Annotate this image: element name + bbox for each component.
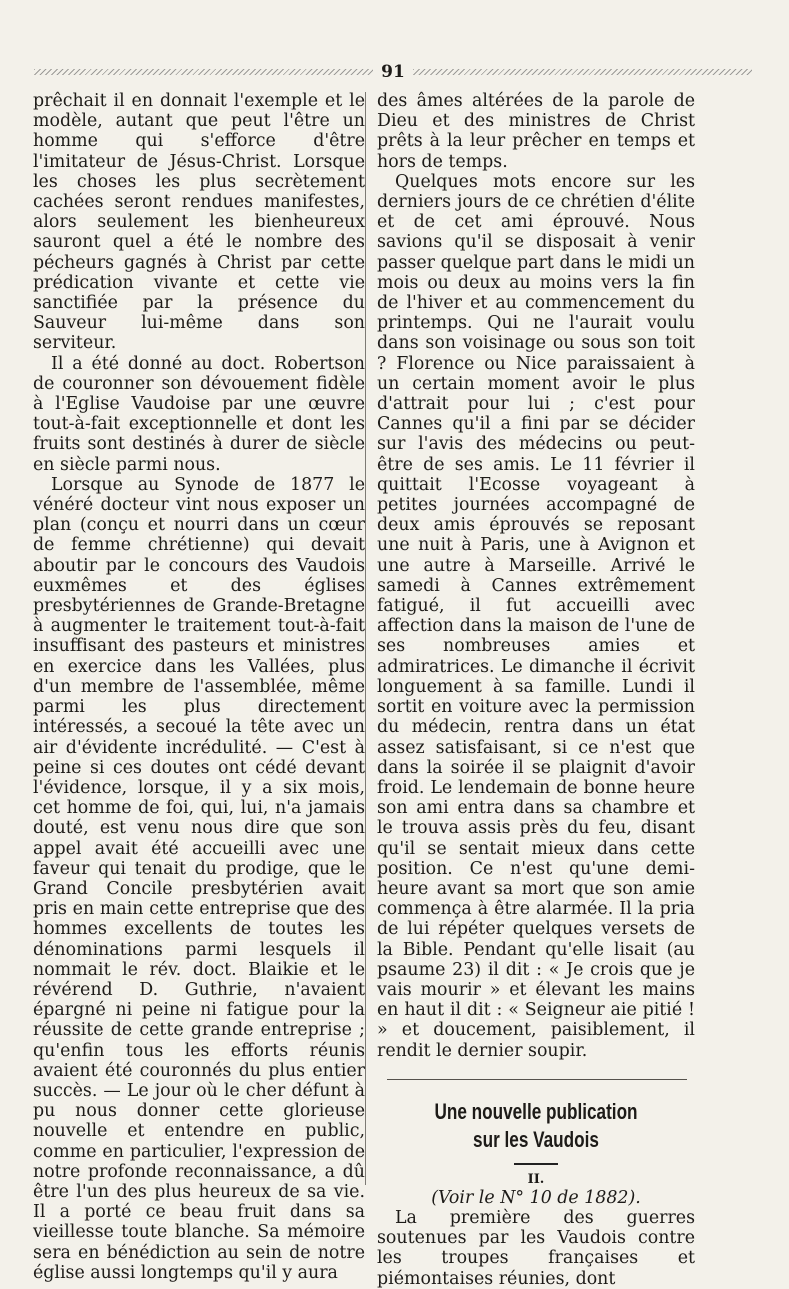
paragraph: Il a été donné au doct. Robertson de couronner son dévouement fidèle à l'Eglise Vaudoise par une œuvre tout-à-fait exceptionnelle et dont les fruits sont destinés à durer de siècle en siècle parmi nous. xyxy=(33,353,365,475)
section-title-line-1: Une nouvelle publication xyxy=(434,1098,638,1124)
header-ornament-left xyxy=(34,69,373,75)
page-header xyxy=(34,58,752,86)
paragraph: La première des guerres soutenues par les Vaudois contre les troupes françaises et piémontaises réunies, dont xyxy=(377,1207,695,1289)
section-title-line-2: sur les Vaudois xyxy=(473,1126,599,1152)
paragraph: Quelques mots encore sur les derniers jours de ce chrétien d'élite et de cet ami éprouvé. Nous savions qu'il se disposait à venir passer quelque part dans le midi un mois ou deux au moins vers la fin de l'hiver et au commencement du printemps. Qui ne l'aurait voulu dans son voisinage ou sous son toit ? Florence ou Nice paraissaient à un certain moment avoir le plus d'attrait pour lui ; c'est pour Cannes qu'il a fini par se décider sur l'avis des médecins ou peut-être de ses amis. Le 11 février il quittait l'Ecosse voyageant à petites journées accompagné de deux amis éprouvés se reposant une nuit à Paris, une à Avignon et une autre à Marseille. Arrivé le samedi à Cannes extrêmement fatigué, il fut accueilli avec affection dans la maison de l'une de ses nombreuses amies et admiratrices. Le dimanche il écrivit longuement à sa famille. Lundi il sortit en voiture avec la permission du médecin, rentra dans un état assez satisfaisant, si ce n'est que dans la soirée il se plaignit d'avoir froid. Le lendemain de bonne heure son ami entra dans sa chambre et le trouva assis près du feu, disant qu'il se sentait mieux dans cette position. Ce n'est qu'une demi-heure avant sa mort que son amie commença à être alarmée. Il la pria de lui répéter quelques versets de la Bible. Pendant qu'elle lisait (au psaume 23) il dit : « Je crois que je vais mourir » et élevant les mains en haut il dit : « Seigneur aie pitié ! » et doucement, paisiblement, il rendit le dernier soupir. xyxy=(377,171,695,1061)
header-ornament-right xyxy=(413,69,752,75)
reference-note: (Voir le N° 10 de 1882). xyxy=(431,1187,641,1208)
section-number: II. xyxy=(527,1171,545,1187)
column-divider xyxy=(365,92,366,1185)
paragraph: des âmes altérées de la parole de Dieu et des ministres de Christ prêts à la leur prêcher en temps et hors de temps. xyxy=(377,91,695,172)
section-separator xyxy=(387,1079,687,1080)
right-column xyxy=(377,91,695,1289)
page-number: 91 xyxy=(381,62,405,82)
left-column xyxy=(33,91,365,1283)
title-rule xyxy=(514,1163,558,1165)
paragraph: Lorsque au Synode de 1877 le vénéré docteur vint nous exposer un plan (conçu et nourri dans un cœur de femme chrétienne) qui devait aboutir par le concours des Vaudois euxmêmes et des églises presbytériennes de Grande-Bretagne à augmenter le traitement tout-à-fait insuffisant des pasteurs et ministres en exercice dans les Vallées, plus d'un membre de l'assemblée, même parmi les plus directement intéressés, a secoué la tête avec un air d'évidente incrédulité. — C'est à peine si ces doutes ont cédé devant l'évidence, lorsque, il y a six mois, cet homme de foi, qui, lui, n'a jamais douté, est venu nous dire que son appel avait été accueilli avec une faveur qui tenait du prodige, que le Grand Concile presbytérien avait pris en main cette entreprise que des hommes excellents de toutes les dénominations parmi lesquels il nommait le rév. doct. Blaikie et le révérend D. Guthrie, n'avaient épargné ni peine ni fatigue pour la réussite de cette grande entreprise ; qu'enfin tous les efforts réunis avaient été couronnés du plus entier succès. — Le jour où le cher défunt à pu nous donner cette glorieuse nouvelle et entendre en public, comme en particulier, l'expression de notre profonde reconnaissance, a dû être l'un des plus heureux de sa vie. Il a porté ce beau fruit dans sa vieillesse toute blanche. Sa mémoire sera en bénédiction au sein de notre église aussi longtemps qu'il y aura xyxy=(33,474,365,1283)
paragraph: prêchait il en donnait l'exemple et le modèle, autant que peut l'être un homme qui s'efforce d'être l'imitateur de Jésus-Christ. Lorsque les choses les plus secrètement cachées seront rendues manifestes, alors seulement les bienheureux sauront quel a été le nombre des pécheurs gagnés à Christ par cette prédication vivante et cette vie sanctifiée par la présence du Sauveur lui-même dans son serviteur. xyxy=(33,91,365,354)
